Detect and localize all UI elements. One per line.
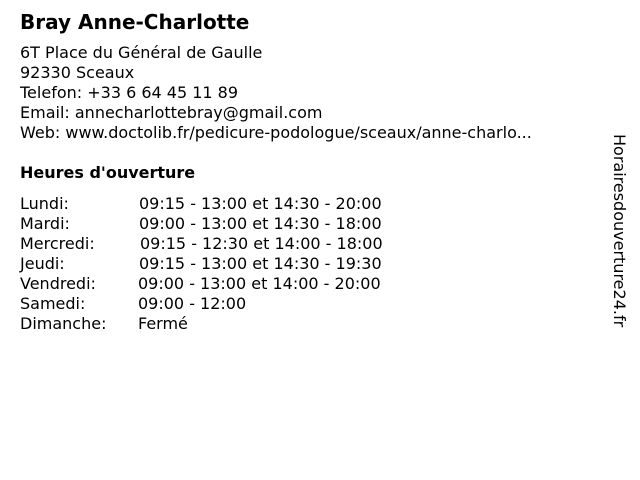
day-hours: Fermé — [138, 314, 188, 333]
business-name: Bray Anne-Charlotte — [20, 10, 250, 34]
day-label: Lundi: — [20, 194, 69, 213]
opening-hours-heading: Heures d'ouverture — [20, 163, 196, 182]
day-hours: 09:00 - 13:00 et 14:30 - 18:00 — [139, 214, 382, 233]
day-label: Samedi: — [20, 294, 86, 313]
contact-info — [20, 43, 532, 143]
day-hours: 09:15 - 13:00 et 14:30 - 20:00 — [139, 194, 382, 213]
day-label: Jeudi: — [20, 254, 65, 273]
day-label: Mercredi: — [20, 234, 95, 253]
address-street: 6T Place du Général de Gaulle — [20, 43, 263, 62]
day-hours: 09:15 - 13:00 et 14:30 - 19:30 — [139, 254, 382, 273]
email-address: Email: annecharlottebray@gmail.com — [20, 103, 323, 122]
address-postal-city: 92330 Sceaux — [20, 63, 135, 82]
day-label: Vendredi: — [20, 274, 96, 293]
website-url: Web: www.doctolib.fr/pedicure-podologue/sceaux/anne-charlo... — [20, 123, 532, 142]
day-hours: 09:00 - 12:00 — [138, 294, 247, 313]
day-label: Mardi: — [20, 214, 70, 233]
site-watermark: Horairesdouverture24.fr — [610, 134, 629, 328]
day-hours: 09:15 - 12:30 et 14:00 - 18:00 — [140, 234, 383, 253]
day-hours: 09:00 - 13:00 et 14:00 - 20:00 — [138, 274, 381, 293]
phone-number: Telefon: +33 6 64 45 11 89 — [20, 83, 239, 102]
day-label: Dimanche: — [20, 314, 107, 333]
